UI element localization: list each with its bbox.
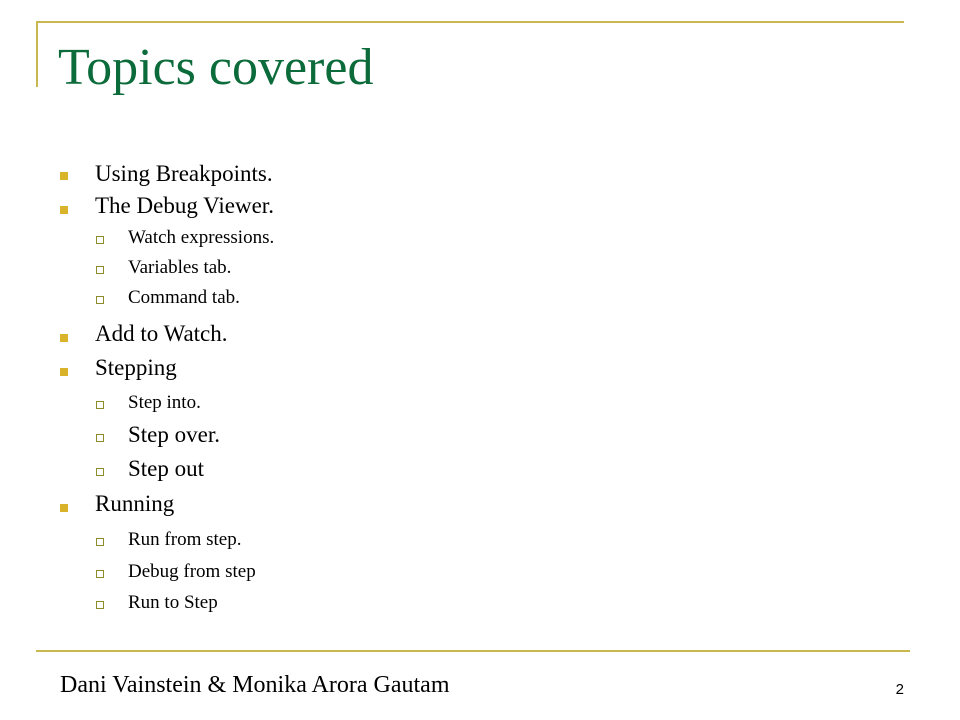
left-rule (36, 21, 38, 87)
footer-authors: Dani Vainstein & Monika Arora Gautam (60, 672, 450, 698)
bullet-item: Add to Watch. (95, 321, 228, 346)
bullet-item: Using Breakpoints. (95, 161, 273, 186)
sub-bullet-marker (96, 468, 104, 476)
bullet-item: Stepping (95, 355, 177, 380)
sub-bullet-marker (96, 236, 104, 244)
bottom-rule (36, 650, 910, 652)
page-number: 2 (895, 681, 904, 698)
bullet-marker (60, 334, 68, 342)
sub-bullet-marker (96, 570, 104, 578)
bullet-marker (60, 172, 68, 180)
sub-bullet-marker (96, 266, 104, 274)
bullet-item: The Debug Viewer. (95, 193, 274, 218)
bullet-marker (60, 368, 68, 376)
sub-bullet-marker (96, 401, 104, 409)
bullet-marker (60, 504, 68, 512)
sub-bullet-marker (96, 601, 104, 609)
sub-bullet-item: Command tab. (128, 287, 240, 308)
sub-bullet-item: Watch expressions. (128, 227, 275, 248)
sub-bullet-marker (96, 538, 104, 546)
bullet-item: Running (95, 491, 175, 516)
sub-bullet-item: Debug from step (128, 561, 256, 582)
sub-bullet-item: Step over. (128, 422, 220, 447)
sub-bullet-item: Step out (128, 456, 205, 481)
bullet-marker (60, 206, 68, 214)
sub-bullet-marker (96, 296, 104, 304)
sub-bullet-item: Step into. (128, 392, 201, 413)
sub-bullet-marker (96, 434, 104, 442)
slide-title: Topics covered (58, 39, 374, 96)
sub-bullet-item: Run from step. (128, 529, 242, 550)
sub-bullet-item: Variables tab. (128, 257, 232, 278)
top-rule (36, 21, 904, 23)
sub-bullet-item: Run to Step (128, 592, 218, 613)
